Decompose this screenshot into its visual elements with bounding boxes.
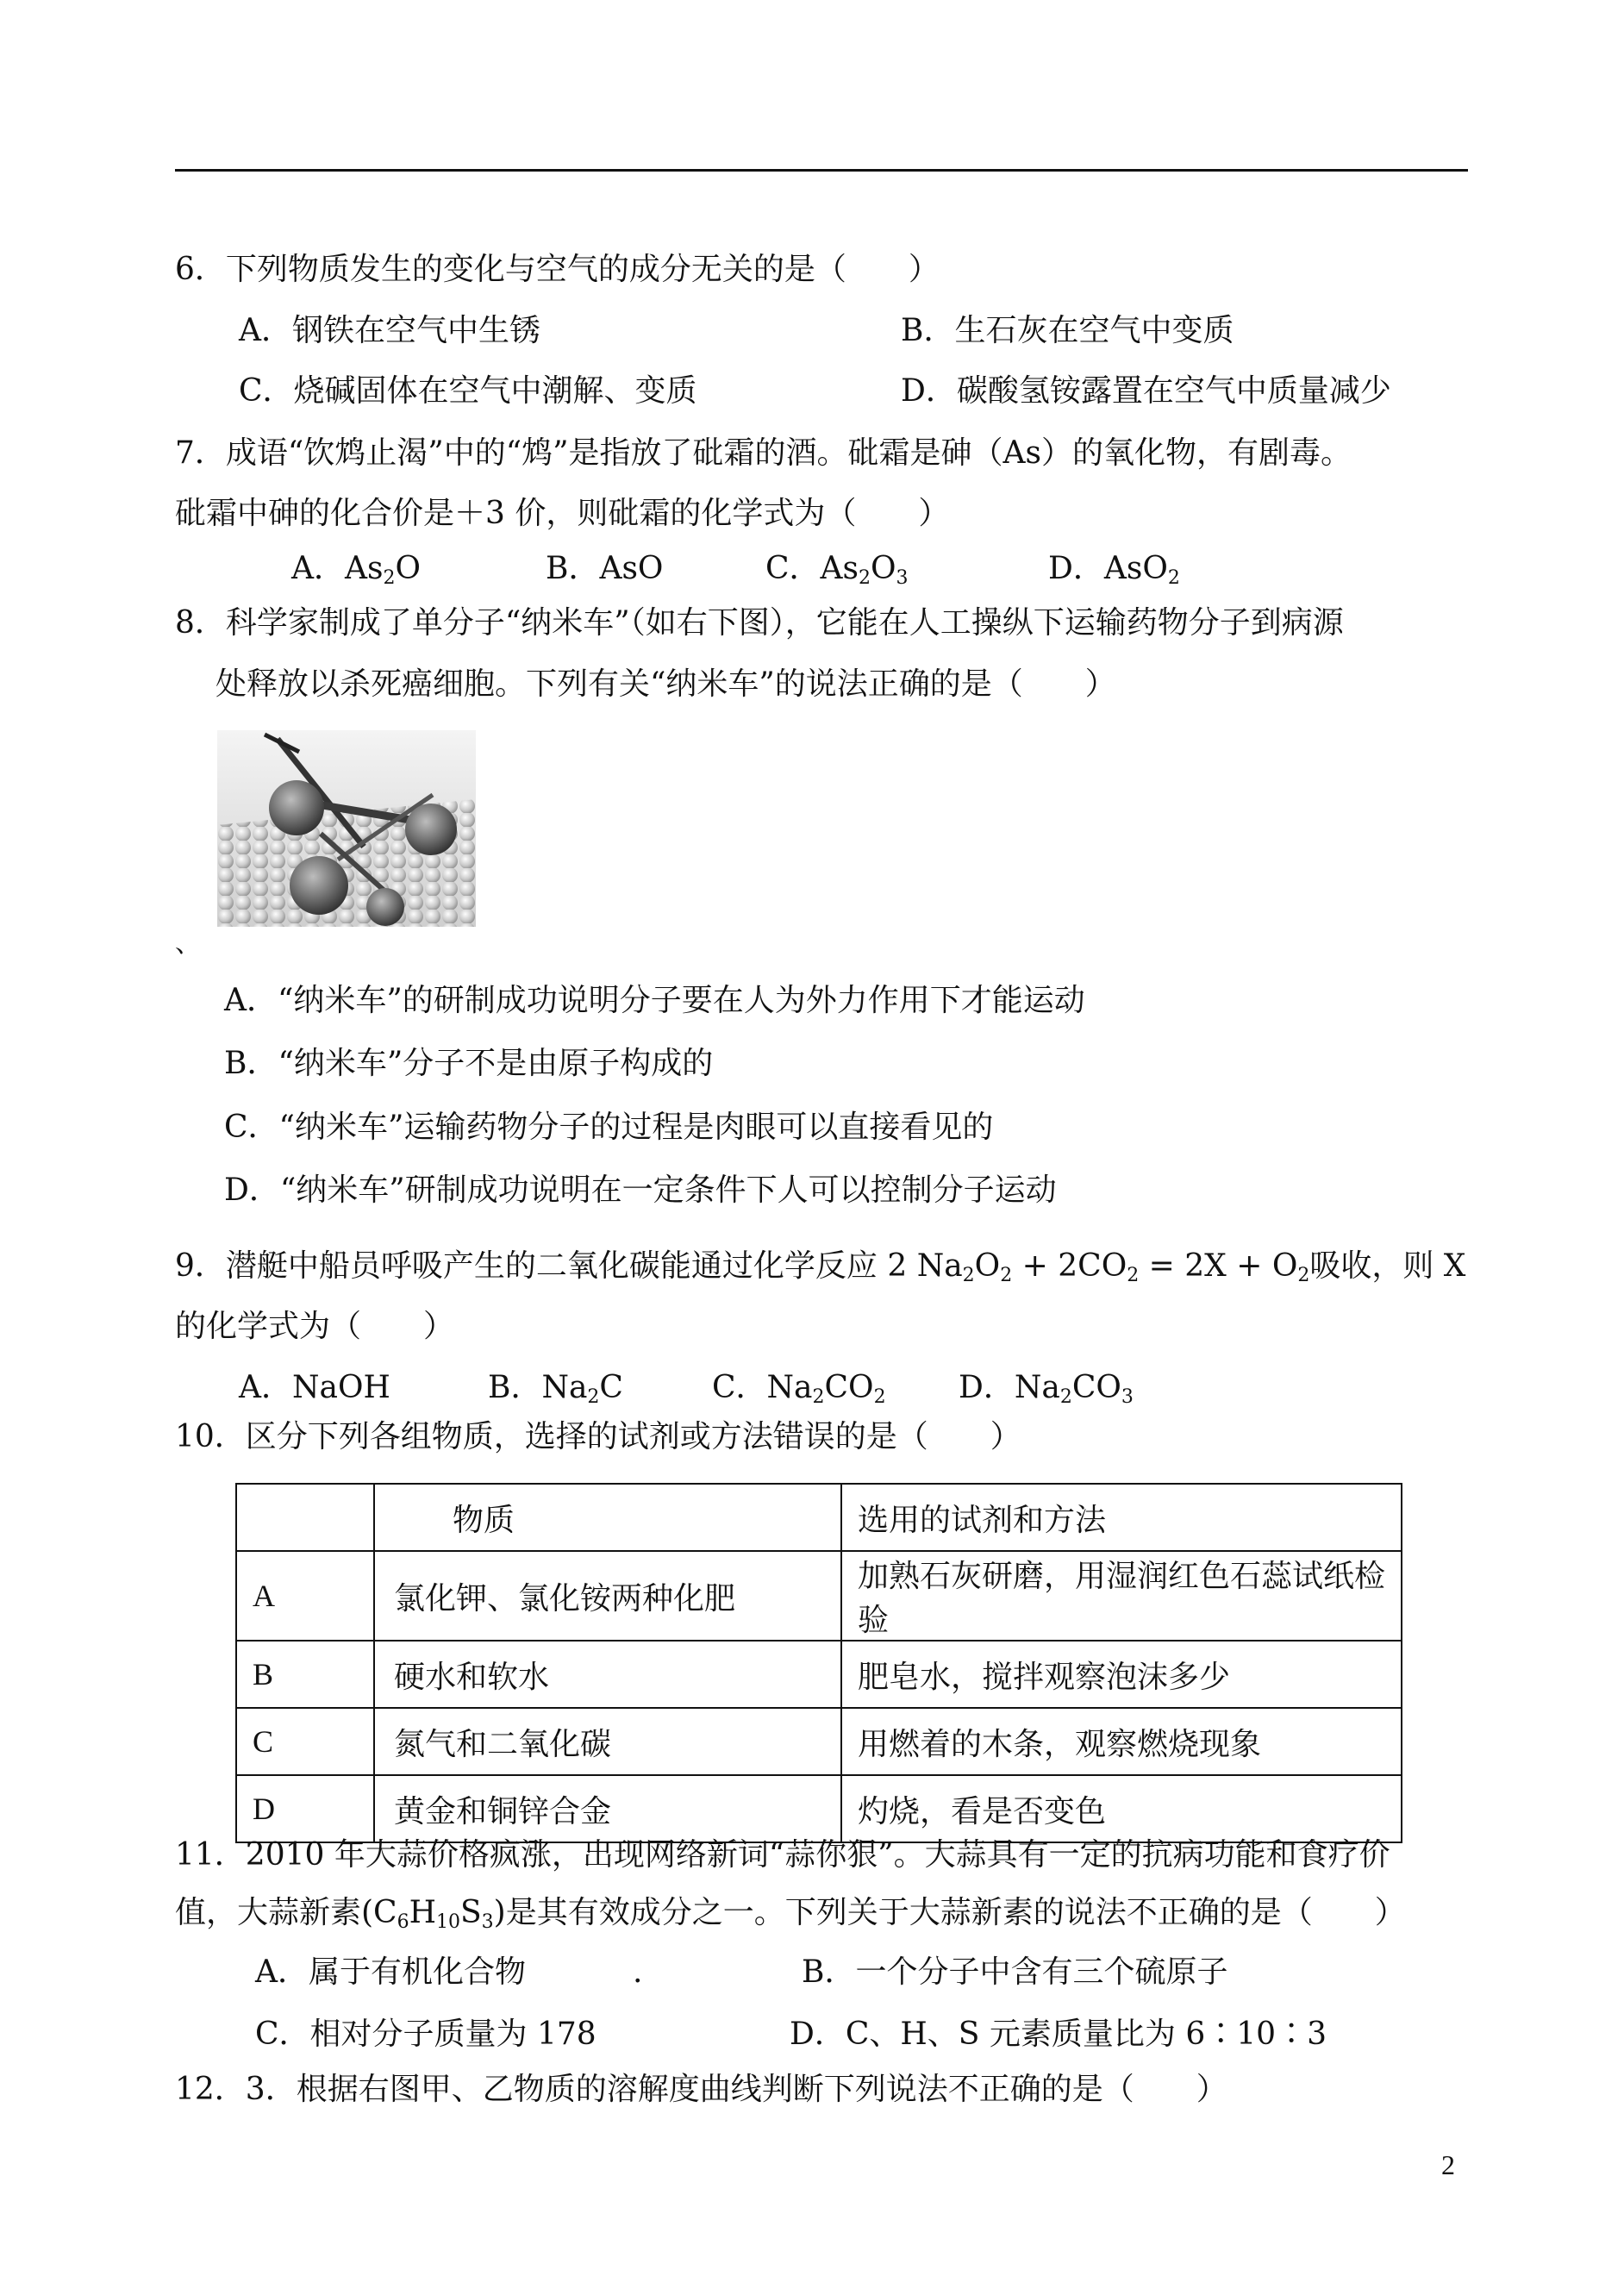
q7-option-a: A．$As_2O$	[291, 551, 421, 589]
q7-line-1: 7．成语“饮鸩止渴”中的“鸩”是指放了砒霜的酒。砒霜是砷（As）的氧化物，有剧毒。	[175, 435, 1352, 471]
table-cell: C	[236, 1708, 374, 1775]
q7-option-c: C．$As_2O_3$	[765, 551, 909, 589]
nano-car-image	[217, 730, 476, 927]
table-cell: 硬水和软水	[374, 1641, 841, 1708]
q9-option-c: C．$Na_2CO_2$	[712, 1370, 886, 1408]
table-header-row	[236, 1484, 1402, 1551]
table-cell: 用燃着的木条，观察燃烧现象	[841, 1708, 1402, 1775]
q8-option-a: A．“纳米车”的研制成功说明分子要在人为外力作用下才能运动	[224, 983, 1085, 1018]
q11-option-d: D．C、H、S 元素质量比为 6∶10∶3	[790, 2017, 1327, 2052]
q9-option-d: D．$Na_2CO_3$	[959, 1370, 1134, 1408]
table-row	[236, 1551, 1402, 1641]
table-header-cell: 物质	[374, 1484, 841, 1551]
table-cell: 氯化钾、氯化铵两种化肥	[374, 1551, 841, 1641]
q6-option-c: C．烧碱固体在空气中潮解、变质	[239, 373, 697, 409]
q6-option-b: B．生石灰在空气中变质	[901, 313, 1234, 348]
table-cell: A	[236, 1551, 374, 1641]
q11-line-1: 11．2010 年大蒜价格疯涨，出现网络新词“蒜你狠”。大蒜具有一定的抗病功能和食疗价	[175, 1837, 1390, 1873]
q11-option-c: C．相对分子质量为 178	[255, 2017, 597, 2052]
nano-car-illustration	[217, 730, 476, 927]
q7-option-d: D．AsO$_2$	[1048, 551, 1180, 589]
header-rule	[175, 169, 1468, 172]
q9-line-1: 9．潜艇中船员呼吸产生的二氧化碳能通过化学反应 2 $Na_2O_2 + 2CO_2 = 2X + O_2$吸收，则 X	[175, 1248, 1466, 1286]
q8-option-b: B．“纳米车”分子不是由原子构成的	[224, 1046, 714, 1081]
q9-option-a: A．NaOH	[239, 1370, 390, 1405]
table-cell: D	[236, 1775, 374, 1842]
q7-option-b: B．AsO	[546, 551, 664, 586]
q12-stem: 12．3．根据右图甲、乙物质的溶解度曲线判断下列说法不正确的是（ ）	[175, 2072, 1227, 2107]
q8-option-d: D．“纳米车”研制成功说明在一定条件下人可以控制分子运动	[224, 1173, 1057, 1208]
table-cell: 肥皂水，搅拌观察泡沫多少	[841, 1641, 1402, 1708]
q6-option-d: D．碳酸氢铵露置在空气中质量减少	[901, 373, 1391, 409]
q11-line-2: 值，大蒜新素$(C_6H_{10}S_3)$是其有效成分之一。下列关于大蒜新素的说法不正确的是（ ）	[175, 1895, 1406, 1933]
table-row	[236, 1775, 1402, 1842]
q8-option-c: C．“纳米车”运输药物分子的过程是肉眼可以直接看见的	[224, 1110, 994, 1145]
q11-stray-dot: .	[633, 1954, 643, 1990]
table-cell: 灼烧，看是否变色	[841, 1775, 1402, 1842]
q10-table	[235, 1483, 1402, 1843]
table-cell: 氮气和二氧化碳	[374, 1708, 841, 1775]
table-row	[236, 1641, 1402, 1708]
q6-stem: 6．下列物质发生的变化与空气的成分无关的是（ ）	[175, 252, 940, 287]
table-row	[236, 1708, 1402, 1775]
q9-option-b: B．$Na_2C$	[488, 1370, 623, 1408]
q7-line-2: 砒霜中砷的化合价是＋3 价，则砒霜的化学式为（ ）	[175, 496, 950, 531]
table-cell: 加熟石灰研磨，用湿润红色石蕊试纸检验	[841, 1551, 1402, 1641]
q9-line-2: 的化学式为（ ）	[175, 1309, 455, 1344]
q6-option-a: A．钢铁在空气中生锈	[239, 313, 540, 348]
q10-stem: 10．区分下列各组物质，选择的试剂或方法错误的是（ ）	[175, 1419, 1021, 1454]
q8-line-1: 8．科学家制成了单分子“纳米车”（如右下图），它能在人工操纵下运输药物分子到病源	[175, 605, 1344, 641]
table-header-cell: 选用的试剂和方法	[841, 1484, 1402, 1551]
q11-option-a: A．属于有机化合物	[255, 1954, 526, 1990]
page-number: 2	[1441, 2149, 1455, 2180]
table-header-cell	[236, 1484, 374, 1551]
q8-line-2: 处释放以杀死癌细胞。下列有关“纳米车”的说法正确的是（ ）	[215, 666, 1116, 702]
q11-option-b: B．一个分子中含有三个硫原子	[802, 1954, 1228, 1990]
table-cell: B	[236, 1641, 374, 1708]
table-cell: 黄金和铜锌合金	[374, 1775, 841, 1842]
q8-stray-mark: 、	[175, 929, 201, 959]
